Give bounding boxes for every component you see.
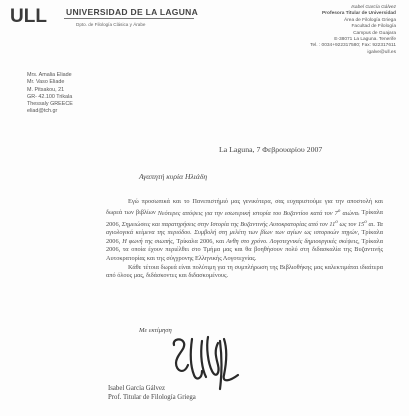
recipient-line: Mrs. Amalia Eliade xyxy=(27,72,72,78)
university-logo xyxy=(10,6,60,24)
recipient-email: eliad@tch.gr xyxy=(27,108,58,115)
logo-text: ULL xyxy=(10,6,47,24)
sender-phone: Tel. : 0034+922317580; Fax: 922317611 xyxy=(310,43,396,49)
sender-campus: Campus de Guajara xyxy=(353,30,396,36)
sender-name: Isabel García Gálvez xyxy=(351,5,396,10)
recipient-line: M. Pitsakou, 21 xyxy=(27,86,65,93)
body-paragraph-2: Κάθε τέτοια δωρεά είναι πολύτιμη για τη συμπλήρωση της Βιβλιοθήκης μας καλεκτιμάται ιδιαίτερα από όλους μας, διδάσκοντες και διδασκομένους. xyxy=(106,264,383,280)
body-text: , Τρίκαλα 2006, xyxy=(106,209,383,228)
recipient-line: Thessaly GREECE xyxy=(27,101,73,108)
letter-body xyxy=(106,198,383,281)
sender-title: Profesora Titular de Universidad xyxy=(321,11,396,17)
book-title: Σημειώσεις και παρατηρήσεις στην Ιστορία της Βυζαντινής Αυτοκρατορίας από τον $11^o$ ως τον $15^o$ αι. Τα αγιολογικά κείμενα της περιόδου. Συμβολή στη μελέτη των βίων των αγίων ως ιστορικών πηγών xyxy=(106,218,383,237)
signer-title: Prof. Titular de Filología Griega xyxy=(108,394,196,402)
sender-faculty: Facultad de Filología xyxy=(351,24,396,30)
body-text: , Τρίκαλα 2006, και xyxy=(172,237,227,245)
body-text: Εγώ προσωπικά και το Πανεπιστήμιό μας γενικότερα, σας ευχαριστούμε για την αποστολή και δωρεά των βιβλίων xyxy=(106,198,383,217)
university-name: UNIVERSIDAD DE LA LAGUNA xyxy=(66,7,199,17)
sender-email: igalve@ull.es xyxy=(367,49,396,55)
recipient-line: Mr. Vaso Eliade xyxy=(27,79,65,86)
department-name: Dpto. de Filología Clásica y Árabe xyxy=(76,22,146,27)
body-text: , Τρίκαλα 2006, xyxy=(106,229,383,245)
sender-address: E-38071 La Laguna. Tenerife xyxy=(334,37,396,43)
recipient-address xyxy=(27,72,73,116)
body-text: , Τρίκαλα 2006, τα οποία έχουν περιέλθει στο Τμήμα μας και θα βοηθήσουν πολύ στη διδασκαλία της Βυζαντινής Αυτοκρατορίας και της σύγχρονης Ελληνικής Λογοτεχνίας. xyxy=(106,237,383,262)
book-title: Ανθη στο χρόνο. Λογοτεχνικές δημιουργικές σκέψεις xyxy=(226,237,359,245)
sender-area: Área de Filología Griega xyxy=(344,17,396,23)
signer-block xyxy=(108,384,196,403)
signer-name: Isabel García Gálvez xyxy=(108,385,165,392)
body-paragraph-1 xyxy=(106,198,383,263)
book-title: Νεότερες απόψεις για την εσωτερική ιστορία του Βυζαντίου κατά τον $7^o$ αιώνα xyxy=(157,207,358,217)
book-title: Η φωνή της σιωπής xyxy=(122,237,173,245)
sender-block xyxy=(310,5,396,56)
recipient-line: GR- 42.100 Trikala xyxy=(27,93,73,100)
salutation: Αγαπητή κυρία Ηλιάδη xyxy=(139,172,208,181)
closing: Με εκτίμηση xyxy=(139,327,172,334)
letterhead-divider xyxy=(64,18,194,19)
letter-date: La Laguna, 7 Φεβρουαρίου 2007 xyxy=(219,145,323,154)
